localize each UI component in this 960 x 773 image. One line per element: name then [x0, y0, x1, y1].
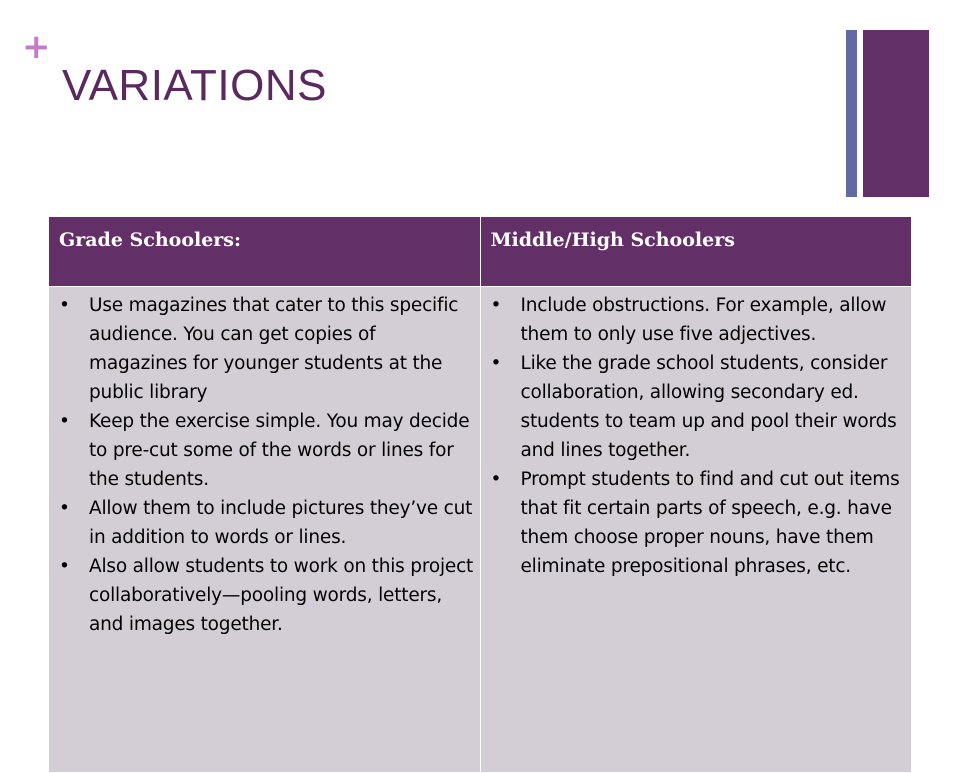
decorative-thick-bar [863, 30, 929, 197]
middle-high-schoolers-list [487, 291, 906, 581]
list-item: • Use magazines that cater to this specific audience. You can get copies of magazines for younger students at the public library [55, 291, 474, 407]
header-grade-schoolers: Grade Schoolers: [49, 217, 481, 287]
list-item: • Keep the exercise simple. You may decide to pre-cut some of the words or lines for the students. [55, 407, 474, 494]
list-item: • Prompt students to find and cut out items that fit certain parts of speech, e.g. have them choose proper nouns, have them eliminate prepositional phrases, etc. [487, 465, 906, 581]
decorative-thin-bar [846, 30, 857, 197]
middle-high-schoolers-cell [480, 287, 912, 773]
grade-schoolers-cell [49, 287, 481, 773]
list-item: • Allow them to include pictures they’ve cut in addition to words or lines. [55, 494, 474, 552]
table-header-row [49, 217, 912, 287]
header-middle-high-schoolers: Middle/High Schoolers [480, 217, 912, 287]
list-item: • Include obstructions. For example, allow them to only use five adjectives. [487, 291, 906, 349]
grade-schoolers-list [55, 291, 474, 639]
list-item: • Also allow students to work on this project collaboratively—pooling words, letters, and images together. [55, 552, 474, 639]
plus-icon: + [22, 27, 51, 67]
table-body-row [49, 287, 912, 773]
variations-table [48, 216, 912, 773]
slide-title: VARIATIONS [62, 61, 327, 110]
list-item: • Like the grade school students, consider collaboration, allowing secondary ed. students to team up and pool their words and lines together. [487, 349, 906, 465]
